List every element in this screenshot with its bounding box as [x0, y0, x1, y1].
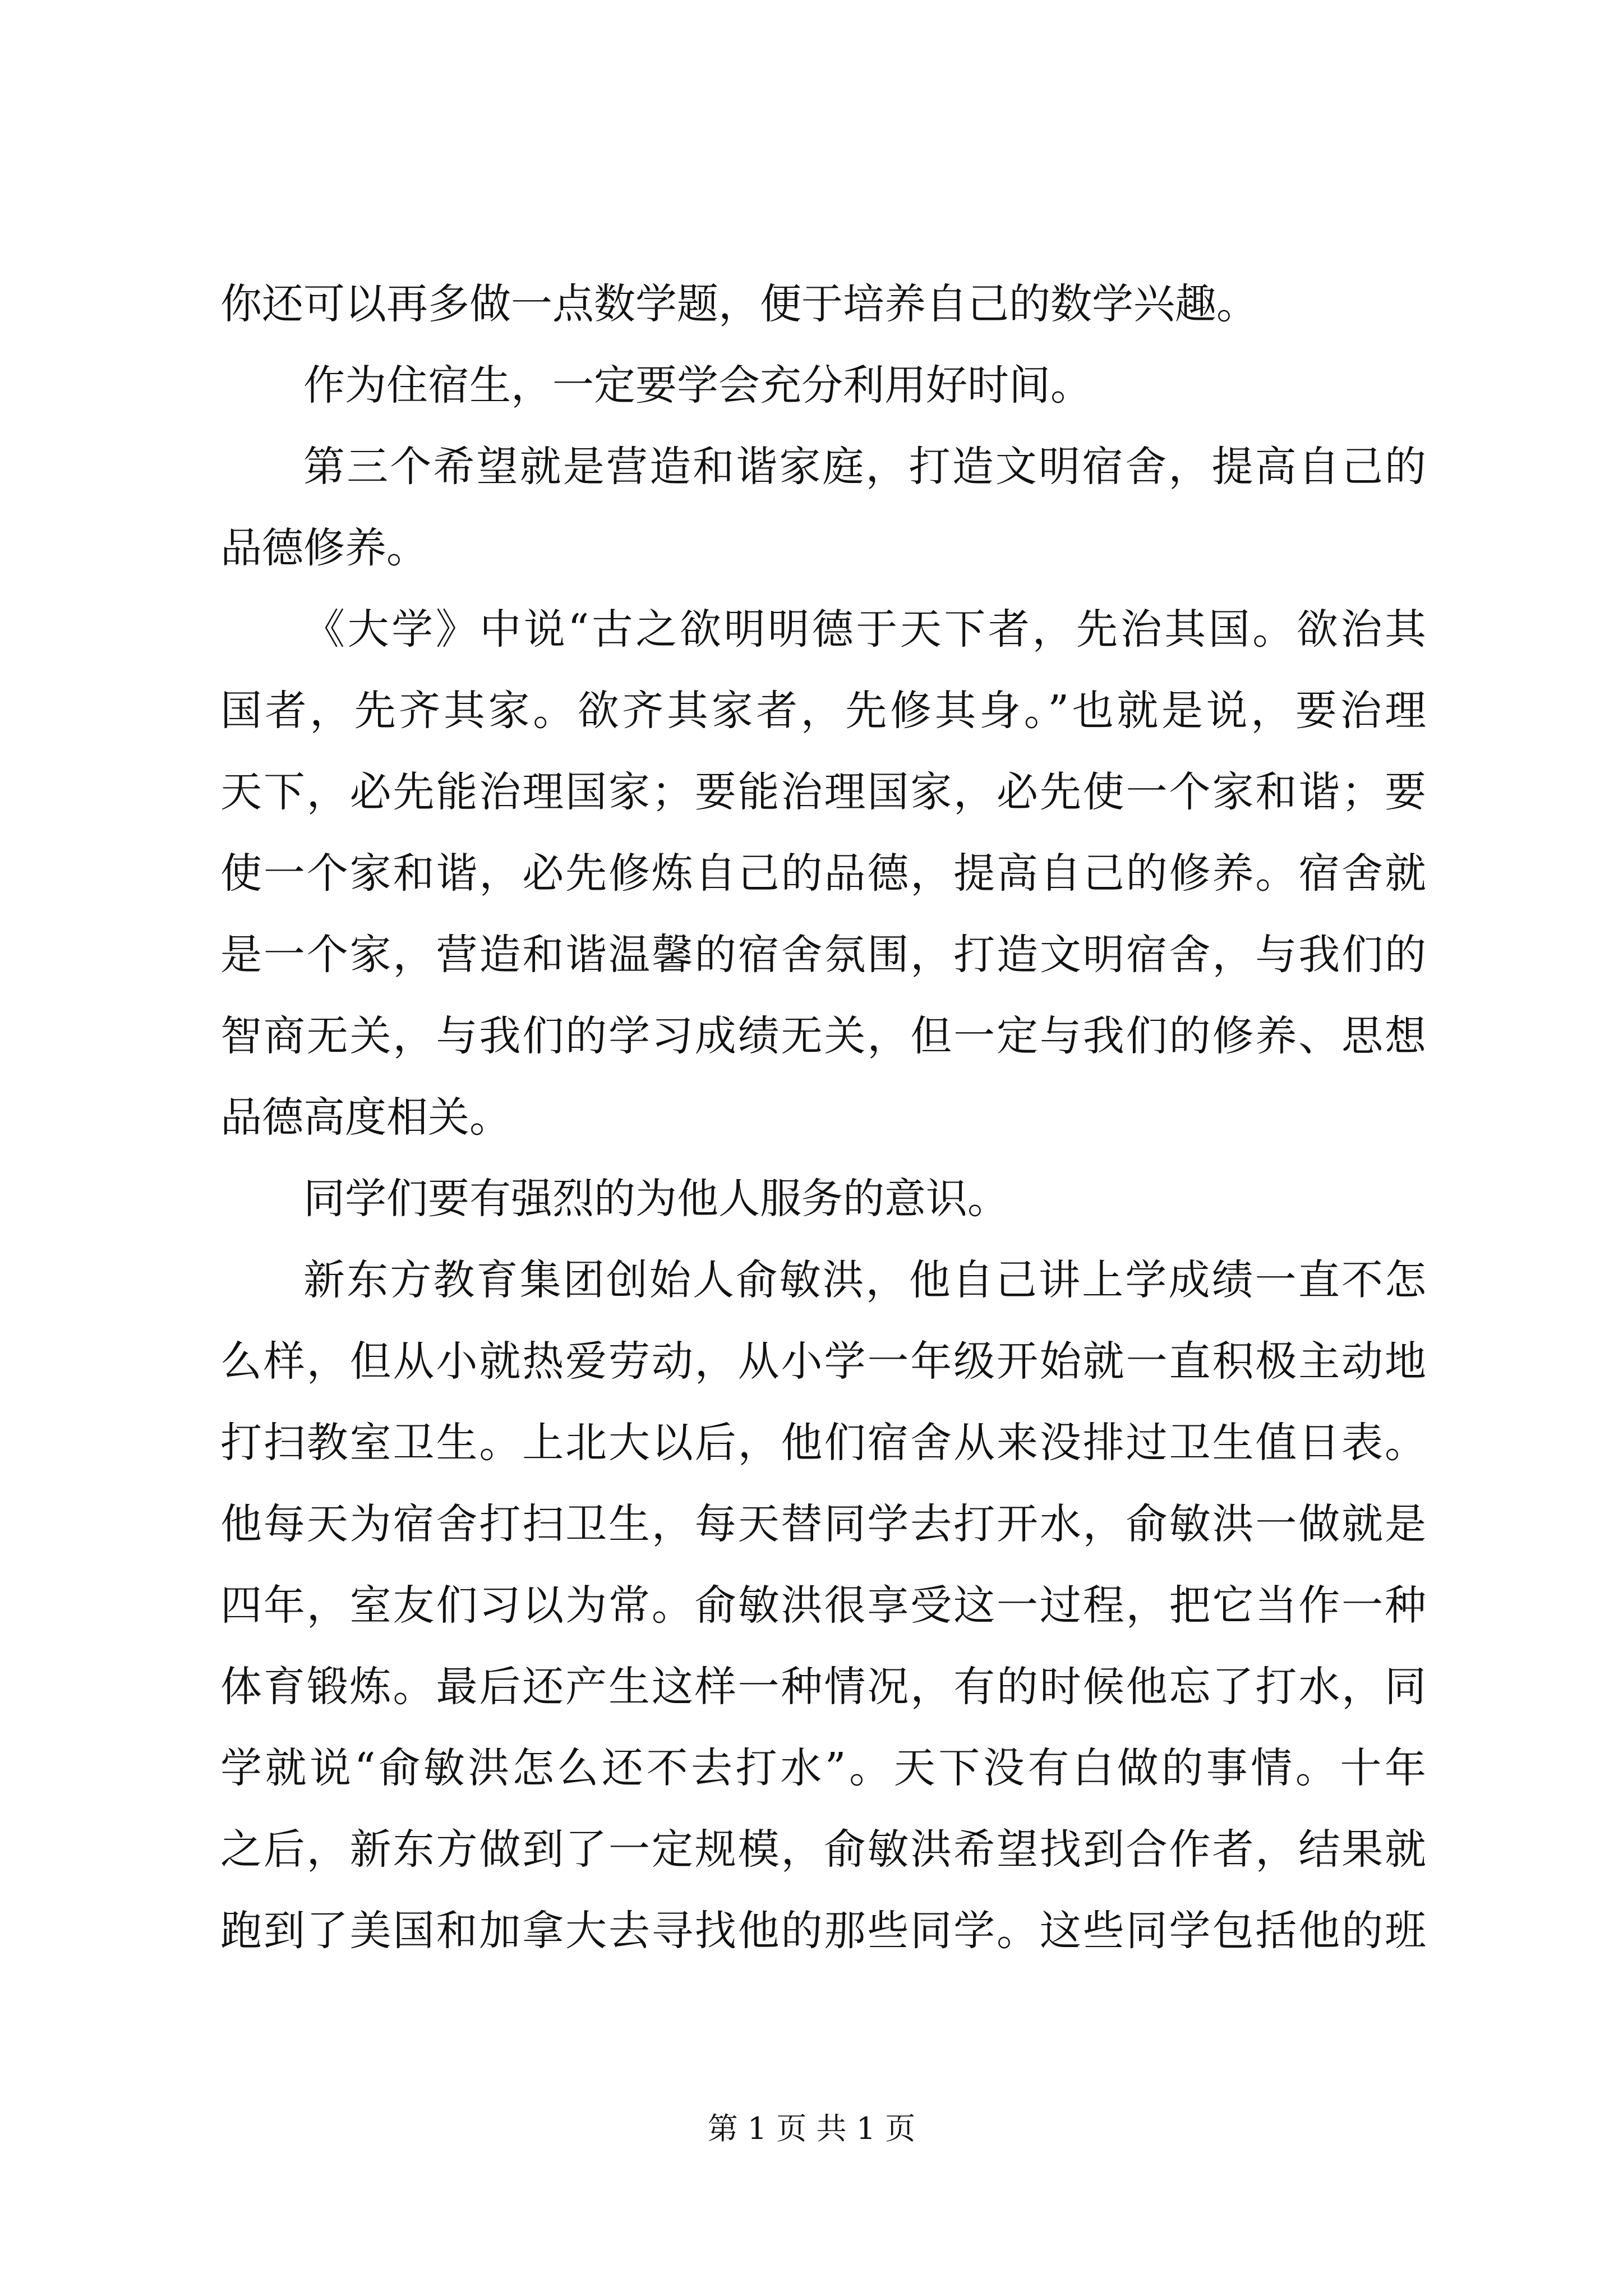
- text-line: 是一个家，营造和谐温馨的宿舍氛围，打造文明宿舍，与我们的: [220, 931, 1426, 979]
- text-line: 体育锻炼。最后还产生这样一种情况，有的时候他忘了打水，同: [220, 1663, 1426, 1711]
- text-line: 新东方教育集团创始人俞敏洪，他自己讲上学成绩一直不怎: [303, 1256, 1426, 1304]
- text-line: 他每天为宿舍打扫卫生，每天替同学去打开水，俞敏洪一做就是: [220, 1500, 1426, 1548]
- body-text: [220, 264, 1426, 1972]
- text-line: 作为住宿生，一定要学会充分利用好时间。: [303, 361, 1092, 409]
- text-line: 同学们要有强烈的为他人服务的意识。: [303, 1175, 1009, 1223]
- text-line: 《大学》中说“古之欲明明德于天下者，先治其国。欲治其: [303, 605, 1426, 654]
- text-line: 四年，室友们习以为常。俞敏洪很享受这一过程，把它当作一种: [220, 1581, 1426, 1630]
- text-line: 品德高度相关。: [220, 1093, 511, 1142]
- text-line: 打扫教室卫生。上北大以后，他们宿舍从来没排过卫生值日表。: [220, 1419, 1426, 1467]
- text-line: 国者，先齐其家。欲齐其家者，先修其身。”也就是说，要治理: [220, 687, 1426, 735]
- page-footer: 第 1 页 共 1 页: [707, 2111, 916, 2146]
- text-line: 品德修养。: [220, 524, 428, 572]
- text-line: 跑到了美国和加拿大去寻找他的那些同学。这些同学包括他的班: [220, 1907, 1426, 1955]
- text-line: 天下，必先能治理国家；要能治理国家，必先使一个家和谐；要: [220, 768, 1426, 816]
- text-line: 学就说“俞敏洪怎么还不去打水”。天下没有白做的事情。十年: [220, 1744, 1426, 1792]
- text-line: 第三个希望就是营造和谐家庭，打造文明宿舍，提高自己的: [303, 443, 1426, 491]
- text-line: 你还可以再多做一点数学题，便于培养自己的数学兴趣。: [220, 280, 1258, 328]
- text-line: 之后，新东方做到了一定规模，俞敏洪希望找到合作者，结果就: [220, 1825, 1426, 1874]
- text-line: 智商无关，与我们的学习成绩无关，但一定与我们的修养、思想: [220, 1012, 1426, 1060]
- text-line: 么样，但从小就热爱劳动，从小学一年级开始就一直积极主动地: [220, 1337, 1426, 1386]
- text-line: 使一个家和谐，必先修炼自己的品德，提高自己的修养。宿舍就: [220, 849, 1426, 898]
